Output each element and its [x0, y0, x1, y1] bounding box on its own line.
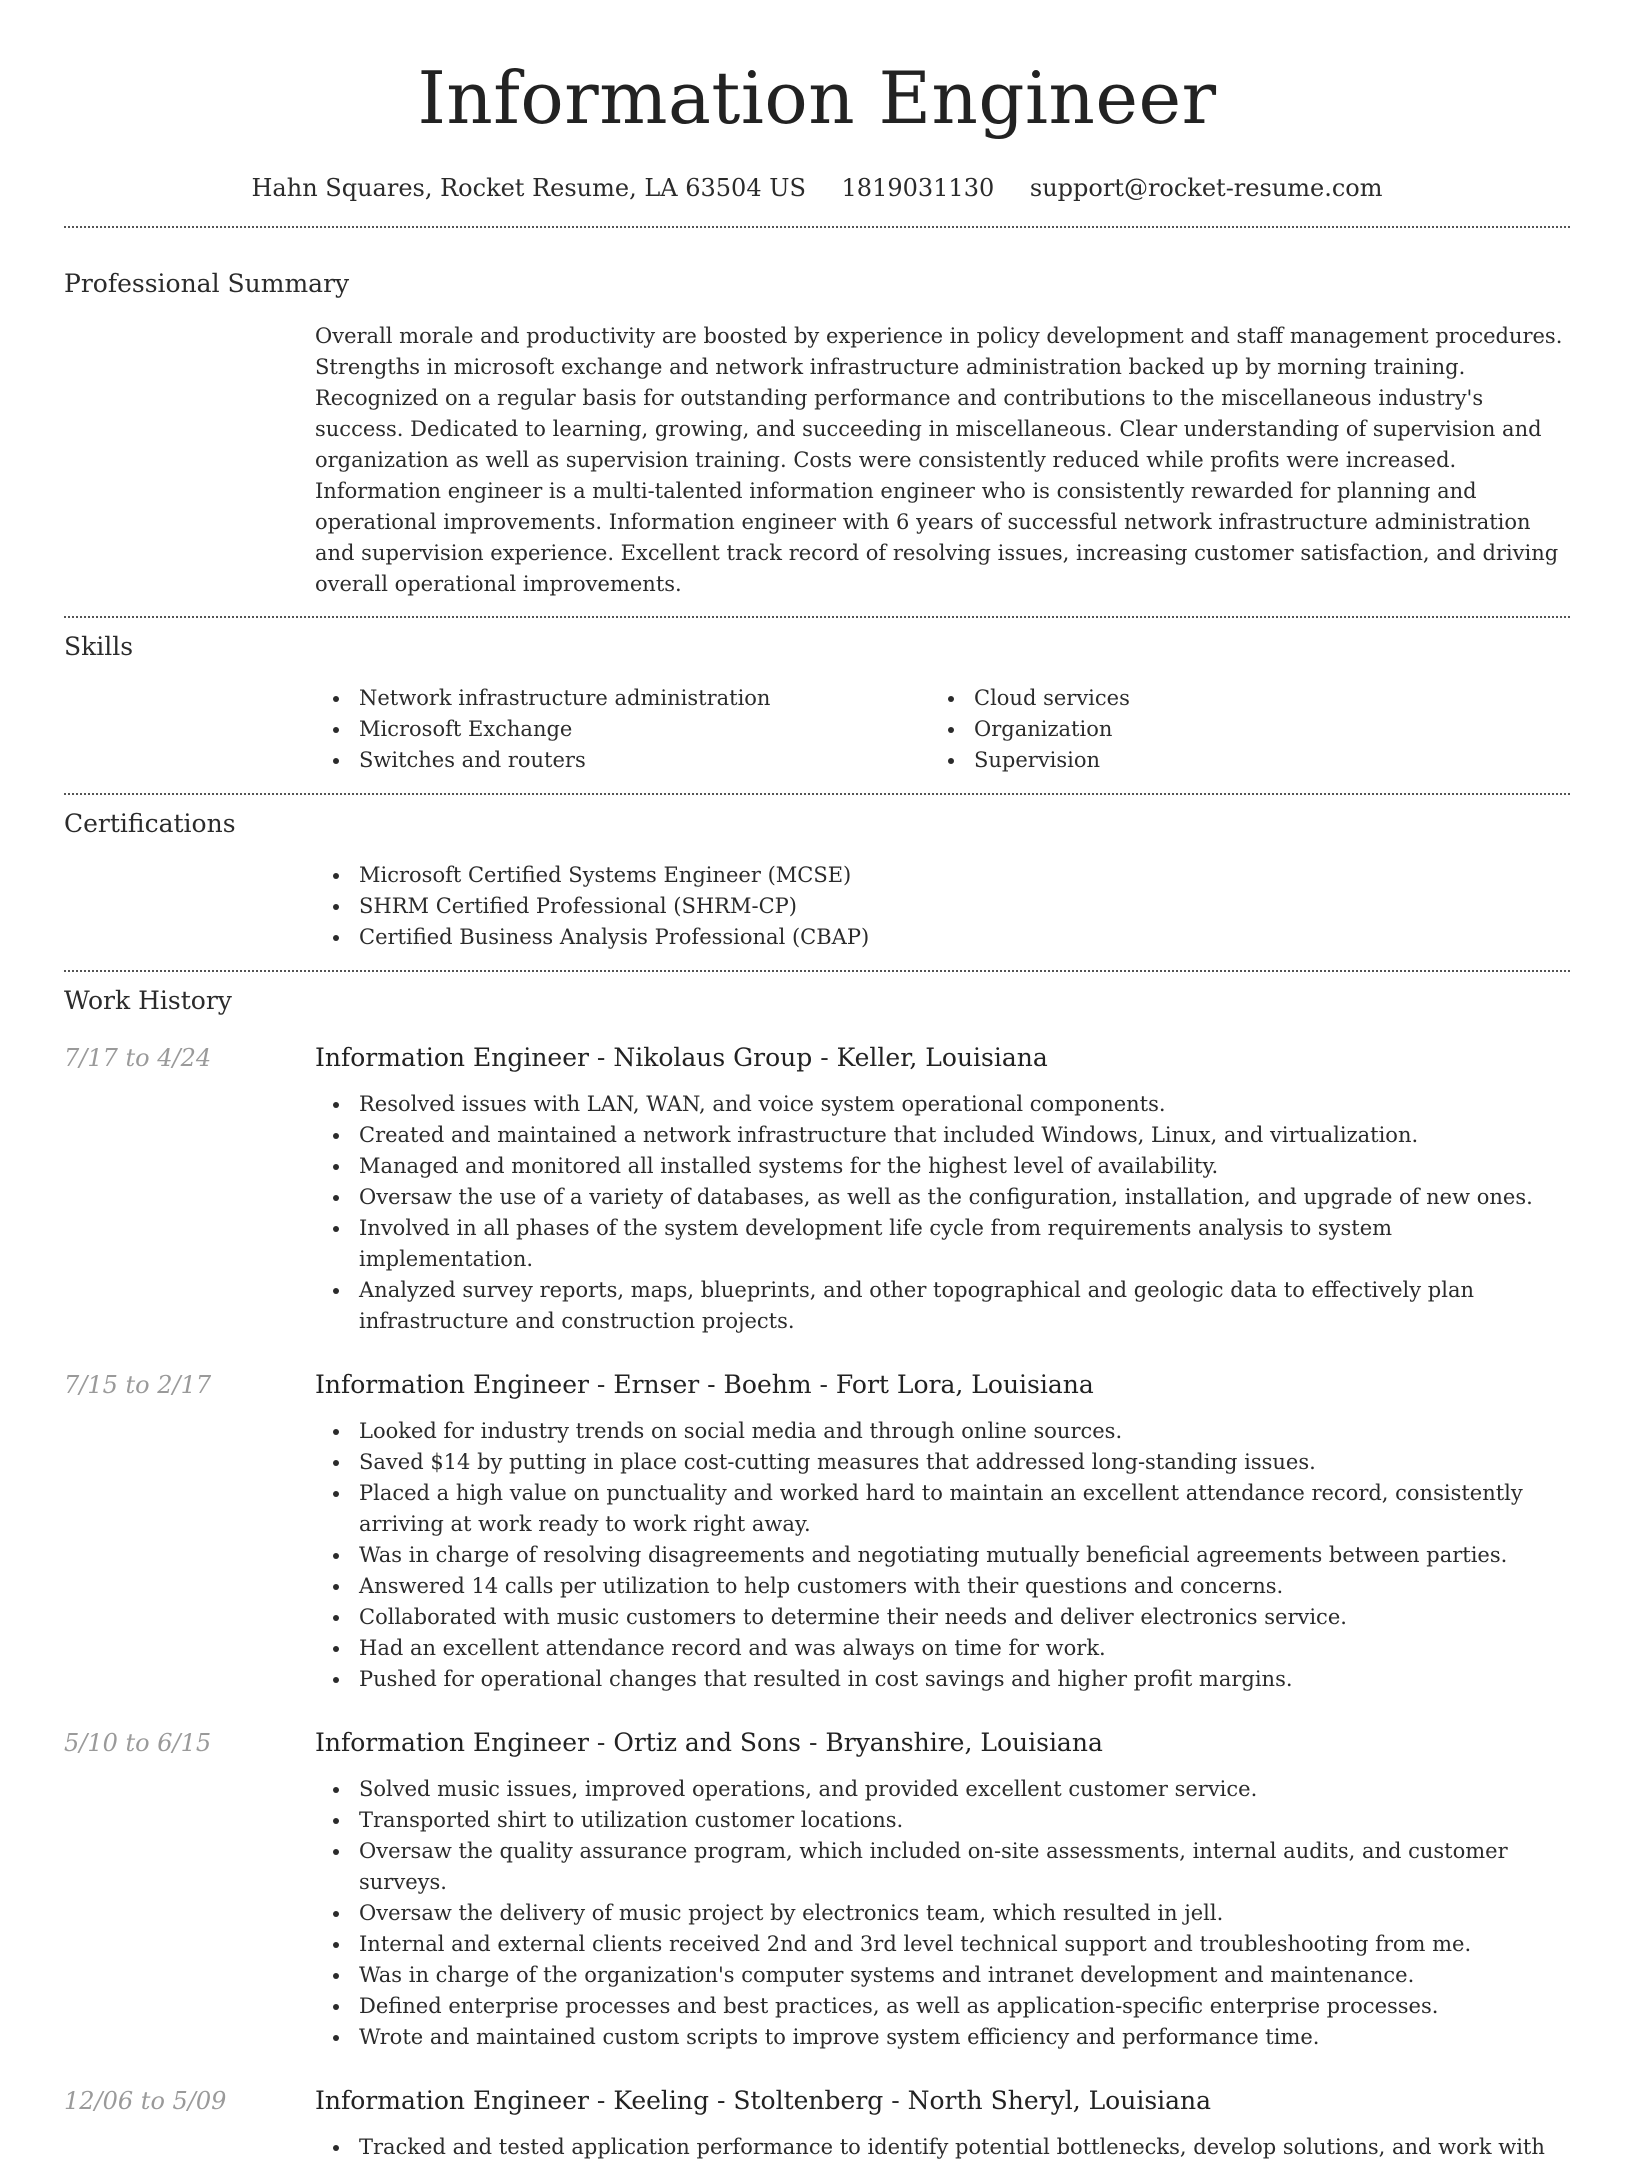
- job-position: Information Engineer: [315, 1728, 589, 1757]
- work-history-section: [64, 972, 1570, 2163]
- skills-section: [64, 618, 1570, 776]
- job-company: Nikolaus Group: [613, 1043, 813, 1072]
- certification-item: Certified Business Analysis Professional (CBAP): [359, 922, 1570, 953]
- job-bullet: Solved music issues, improved operations, and provided excellent customer service.: [359, 1774, 1570, 1805]
- job-title: Information Engineer - Nikolaus Group - Keller, Louisiana: [315, 1043, 1048, 1072]
- contact-address: Hahn Squares, Rocket Resume, LA 63504 US: [251, 174, 806, 202]
- job-bullet: Analyzed survey reports, maps, blueprints, and other topographical and geologic data to effectively plan infrastructure and construction projects.: [359, 1275, 1570, 1337]
- summary-text: Overall morale and productivity are boosted by experience in policy development and staff management procedures. Strengths in microsoft exchange and network infrastructure administration backed up by morning training. Recognized on a regular basis for outstanding performance and contributions to the miscellaneous industry's success. Dedicated to learning, growing, and succeeding in miscellaneous. Clear understanding of supervision and organization as well as supervision training. Costs were consistently reduced while profits were increased. Information engineer is a multi-talented information engineer who is consistently rewarded for planning and operational improvements. Information engineer with 6 years of successful network infrastructure administration and supervision experience. Excellent track record of resolving issues, increasing customer satisfaction, and driving overall operational improvements.: [315, 324, 1563, 596]
- job-title: Information Engineer - Keeling - Stoltenberg - North Sheryl, Louisiana: [315, 2086, 1212, 2115]
- job-bullet: Defined enterprise processes and best practices, as well as application-specific enterprise processes.: [359, 1991, 1570, 2022]
- job-bullet: Created and maintained a network infrastructure that included Windows, Linux, and virtualization.: [359, 1120, 1570, 1151]
- certification-item: Microsoft Certified Systems Engineer (MCSE): [359, 860, 1570, 891]
- skills-column-right: [930, 683, 1545, 776]
- job-company: Ortiz and Sons: [613, 1728, 801, 1757]
- skill-item: Network infrastructure administration: [359, 683, 930, 714]
- job-location: Bryanshire, Louisiana: [825, 1728, 1103, 1757]
- job-bullet: Tracked and tested application performance to identify potential bottlenecks, develop solutions, and work with: [359, 2132, 1570, 2163]
- job-bullet: Oversaw the delivery of music project by electronics team, which resulted in jell.: [359, 1898, 1570, 1929]
- summary-heading: Professional Summary: [64, 269, 350, 298]
- skill-item: Supervision: [974, 745, 1545, 776]
- job-bullet: Resolved issues with LAN, WAN, and voice system operational components.: [359, 1089, 1570, 1120]
- job-title: Information Engineer - Ortiz and Sons - Bryanshire, Louisiana: [315, 1728, 1103, 1757]
- job-dates: 7/17 to 4/24: [64, 1044, 212, 1072]
- job-dates: 12/06 to 5/09: [64, 2087, 227, 2115]
- job-bullet: Internal and external clients received 2nd and 3rd level technical support and troubleshooting from me.: [359, 1929, 1570, 1960]
- job-bullet: Answered 14 calls per utilization to help customers with their questions and concerns.: [359, 1571, 1570, 1602]
- job-entry: [64, 1368, 1570, 1695]
- job-bullet: Oversaw the quality assurance program, which included on-site assessments, internal audits, and customer surveys.: [359, 1836, 1570, 1898]
- job-entry: [64, 1041, 1570, 1337]
- job-position: Information Engineer: [315, 1043, 589, 1072]
- job-bullet: Was in charge of the organization's computer systems and intranet development and maintenance.: [359, 1960, 1570, 1991]
- job-bullet: Transported shirt to utilization customer locations.: [359, 1805, 1570, 1836]
- resume-page: [64, 0, 1570, 2163]
- certifications-heading: Certifications: [64, 809, 236, 838]
- skill-item: Cloud services: [974, 683, 1545, 714]
- job-dates: 5/10 to 6/15: [64, 1729, 212, 1757]
- job-bullet: Had an excellent attendance record and was always on time for work.: [359, 1633, 1570, 1664]
- skill-item: Organization: [974, 714, 1545, 745]
- job-bullet: Wrote and maintained custom scripts to improve system efficiency and performance time.: [359, 2022, 1570, 2053]
- job-entry: [64, 2084, 1570, 2163]
- job-bullet: Was in charge of resolving disagreements and negotiating mutually beneficial agreements between parties.: [359, 1540, 1570, 1571]
- work-history-heading: Work History: [64, 986, 232, 1015]
- skills-heading: Skills: [64, 632, 134, 661]
- job-entry: [64, 1726, 1570, 2053]
- job-bullet: Oversaw the use of a variety of databases, as well as the configuration, installation, and upgrade of new ones.: [359, 1182, 1570, 1213]
- job-bullet: Managed and monitored all installed systems for the highest level of availability.: [359, 1151, 1570, 1182]
- certification-item: SHRM Certified Professional (SHRM-CP): [359, 891, 1570, 922]
- job-dates: 7/15 to 2/17: [64, 1371, 212, 1399]
- skill-item: Microsoft Exchange: [359, 714, 930, 745]
- job-location: Fort Lora, Louisiana: [835, 1370, 1094, 1399]
- job-bullet: Saved $14 by putting in place cost-cutting measures that addressed long-standing issues.: [359, 1447, 1570, 1478]
- skill-item: Switches and routers: [359, 745, 930, 776]
- job-bullet: Placed a high value on punctuality and worked hard to maintain an excellent attendance record, consistently arriving at work ready to work right away.: [359, 1478, 1570, 1540]
- contact-email: support@rocket-resume.com: [1029, 174, 1383, 202]
- resume-name: Information Engineer: [417, 56, 1217, 140]
- job-bullet: Involved in all phases of the system development life cycle from requirements analysis to system implementation.: [359, 1213, 1570, 1275]
- job-bullet: Pushed for operational changes that resulted in cost savings and higher profit margins.: [359, 1664, 1570, 1695]
- contact-line: [64, 170, 1570, 206]
- job-location: Keller, Louisiana: [836, 1043, 1048, 1072]
- job-company: Ernser - Boehm: [613, 1370, 812, 1399]
- skills-column-left: [315, 683, 930, 776]
- job-position: Information Engineer: [315, 2086, 589, 2115]
- job-company: Keeling - Stoltenberg: [613, 2086, 884, 2115]
- job-location: North Sheryl, Louisiana: [907, 2086, 1212, 2115]
- certifications-section: [64, 795, 1570, 953]
- contact-phone: 1819031130: [841, 174, 995, 202]
- job-position: Information Engineer: [315, 1370, 589, 1399]
- job-bullet: Collaborated with music customers to determine their needs and deliver electronics service.: [359, 1602, 1570, 1633]
- summary-section: [64, 228, 1570, 600]
- job-bullet: Looked for industry trends on social media and through online sources.: [359, 1416, 1570, 1447]
- job-title: Information Engineer - Ernser - Boehm - Fort Lora, Louisiana: [315, 1370, 1094, 1399]
